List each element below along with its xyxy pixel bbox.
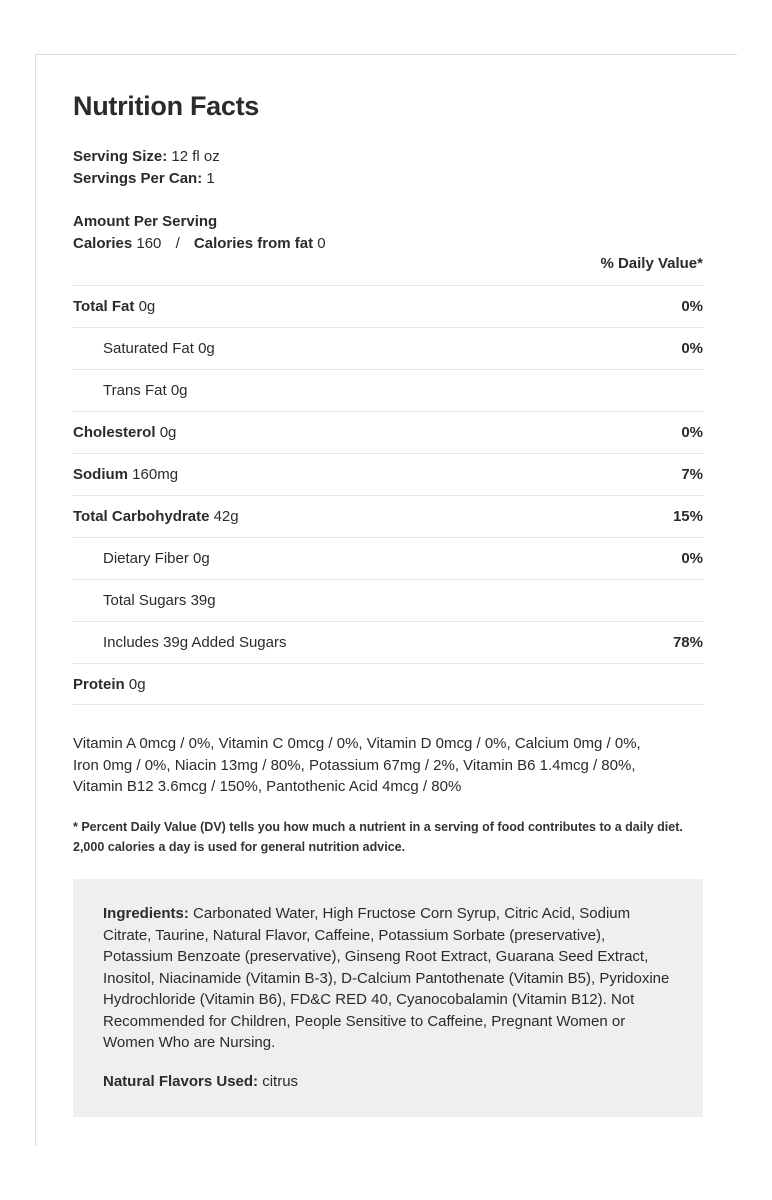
nutrient-percent: 0% [681, 298, 703, 315]
footnote-line: * Percent Daily Value (DV) tells you how much a nutrient in a serving of food contributes to a daily diet. [73, 820, 683, 834]
nutrient-label: Cholesterol [73, 424, 156, 441]
ingredients-label: Ingredients: [103, 905, 189, 922]
nutrient-label: Protein [73, 675, 125, 693]
nutrient-percent: 7% [681, 466, 703, 483]
nutrient-amount: 0g [198, 340, 215, 357]
nutrient-amount: 39g [190, 592, 216, 609]
nutrient-label: Total Fat [73, 298, 135, 315]
nutrient-amount: 0g [193, 550, 210, 567]
daily-value-footnote [73, 817, 703, 857]
nutrient-label: Trans Fat [103, 382, 167, 399]
nutrition-card [35, 54, 737, 1146]
nutrient-label: Sodium [73, 466, 128, 483]
nutrient-row-total-fat [73, 285, 703, 327]
vitamins-line: Vitamin B12 3.6mcg / 150%, Pantothenic Acid 4mcg / 80% [73, 778, 462, 795]
nutrient-amount: 160mg [132, 466, 179, 483]
nutrient-amount: 0g [138, 298, 156, 315]
vitamins-line: Vitamin A 0mcg / 0%, Vitamin C 0mcg / 0%, Vitamin D 0mcg / 0%, Calcium 0mg / 0%, [73, 735, 641, 752]
nutrient-percent: 0% [681, 424, 703, 441]
nutrient-row-dietary-fiber [73, 537, 703, 579]
nutrient-amount: 42g [213, 508, 239, 525]
nutrient-label: Total Carbohydrate [73, 508, 210, 525]
nutrient-table [73, 285, 703, 705]
nutrient-row-added-sugars [73, 621, 703, 663]
servings-per-can-label: Servings Per Can: [73, 170, 203, 187]
nutrient-row-total-carbohydrate [73, 495, 703, 537]
nutrient-label: Total Sugars [103, 592, 187, 609]
nutrient-label: Saturated Fat [103, 340, 194, 357]
natural-flavors-label: Natural Flavors Used: [103, 1072, 259, 1090]
nutrient-row-trans-fat [73, 369, 703, 411]
ingredients-text [103, 903, 673, 1054]
nutrient-amount: 0g [128, 675, 146, 693]
serving-size-label: Serving Size: [73, 148, 168, 165]
natural-flavors [103, 1071, 673, 1093]
servings-per-can-value: 1 [206, 170, 215, 187]
fat-calories-label: Calories from fat [193, 235, 314, 252]
natural-flavors-value: citrus [262, 1072, 299, 1090]
vitamins-minerals [73, 733, 703, 798]
servings-per-can [73, 169, 215, 189]
calories-label: Calories [73, 235, 133, 252]
ingredients-list: Carbonated Water, High Fructose Corn Syrup, Citric Acid, Sodium Citrate, Taurine, Natural Flavor, Caffeine, Potassium Sorbate (preservative), Potassium Benzoate (preservative), Ginseng Root Extract, Guarana Seed Extract, Inositol, Niacinamide (Vitamin B-3), D-Calcium Pantothenate (Vitamin B5), Pyridoxine Hydrochloride (Vitamin B6), FD&C RED 40, Cyanocobalamin (Vitamin B12). Not Recommended for Children, People Sensitive to Caffeine, Pregnant Women or Women Who are Nursing. [103, 905, 670, 1051]
daily-value-header: % Daily Value* [600, 255, 703, 272]
calories-separator: / [175, 235, 180, 252]
footnote-line: 2,000 calories a day is used for general nutrition advice. [73, 840, 406, 854]
nutrient-amount: 0g [159, 424, 177, 441]
nutrient-percent: 0% [681, 550, 703, 567]
serving-size-value: 12 fl oz [171, 148, 220, 165]
nutrient-percent: 0% [681, 340, 703, 357]
nutrient-label: Dietary Fiber [103, 550, 189, 567]
nutrient-row-saturated-fat [73, 327, 703, 369]
nutrient-row-protein [73, 663, 703, 705]
page-title: Nutrition Facts [73, 91, 260, 121]
nutrient-row-sodium [73, 453, 703, 495]
nutrient-row-total-sugars [73, 579, 703, 621]
nutrient-percent: 15% [672, 508, 703, 525]
calories-line [73, 234, 326, 254]
nutrient-label: Includes 39g Added Sugars [103, 634, 287, 651]
vitamins-line: Iron 0mg / 0%, Niacin 13mg / 80%, Potassium 67mg / 2%, Vitamin B6 1.4mcg / 80%, [73, 756, 636, 774]
fat-calories-value: 0 [317, 235, 326, 252]
nutrient-percent: 78% [672, 634, 703, 651]
ingredients-panel [73, 879, 703, 1117]
nutrient-row-cholesterol [73, 411, 703, 453]
calories-value: 160 [136, 235, 162, 252]
nutrient-amount: 0g [170, 382, 188, 399]
serving-size [73, 147, 220, 167]
amount-heading: Amount Per Serving [73, 213, 218, 230]
